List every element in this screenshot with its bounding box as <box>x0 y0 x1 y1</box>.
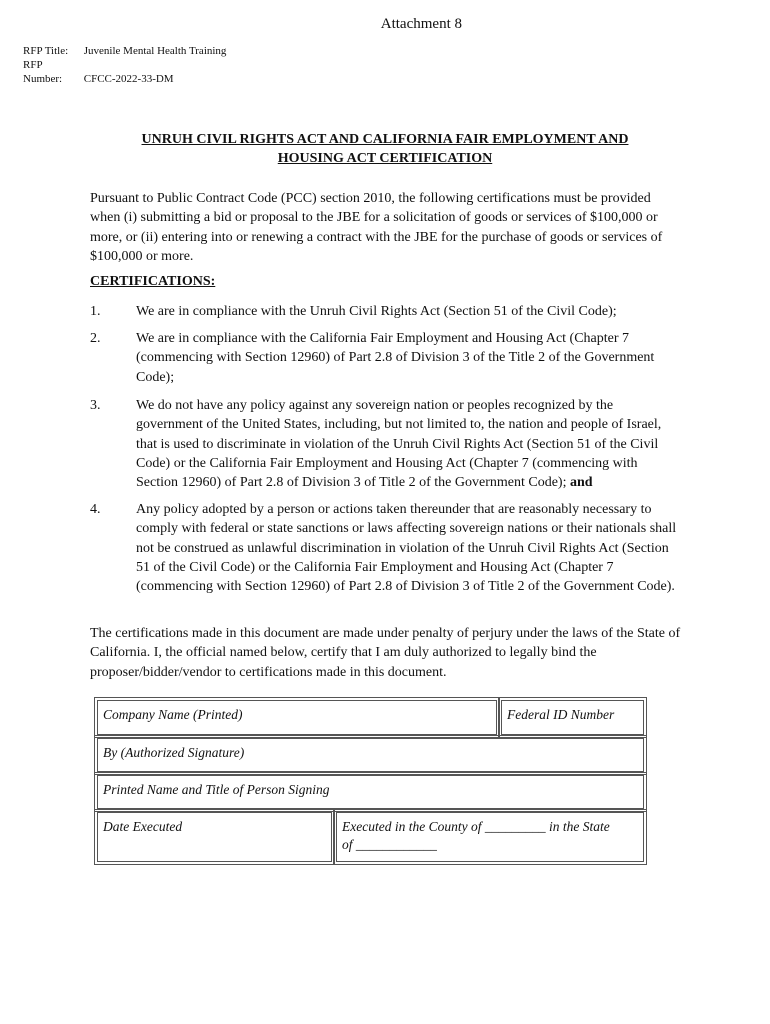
item-text: We are in compliance with the California Fair Employment and Housing Act (Chapter 7 (commencing with Section 12960) of Part 2.8 of Division 3 of the Title 2 of the Government Code); <box>136 331 655 385</box>
county-label-line-1: Executed in the County of _________ in the State <box>342 819 610 834</box>
item-text: We do not have any policy against any sovereign nation or peoples recognized by the government of the United States, including, but not limited to, the nation and people of Israel, that is used to discriminate in violation of the Unruh Civil Rights Act (Section 51 of the Civil Code) or the California Fair Employment and Housing Act (Chapter 7 (commencing with Section 12960) of Part 2.8 of Division 3 of Title 2 of the Government Code); <box>136 398 662 491</box>
rfp-number-line <box>23 58 174 86</box>
authorized-signature-field[interactable] <box>97 738 644 772</box>
intro-paragraph: Pursuant to Public Contract Code (PCC) section 2010, the following certifications must be provided when (i) submitting a bid or proposal to the JBE for a solicitation of goods or services of $100,000 or more, or (ii) entering into or renewing a contract with the JBE for the purchase of goods or services of $100,000 or more. <box>90 191 663 264</box>
item-text-container <box>136 396 682 492</box>
item-number: 4. <box>90 502 101 517</box>
rfp-title-value: Juvenile Mental Health Training <box>83 45 227 57</box>
item-number: 1. <box>90 304 101 319</box>
county-label-line-2: of ____________ <box>342 837 437 852</box>
date-executed-label: Date Executed <box>103 819 183 834</box>
item-text: We are in compliance with the Unruh Civil Rights Act (Section 51 of the Civil Code); <box>136 304 617 319</box>
county-state-field[interactable] <box>336 812 644 862</box>
item-suffix: and <box>569 475 593 491</box>
certifications-heading: CERTIFICATIONS: <box>90 274 216 289</box>
closing-paragraph: The certifications made in this document are made under penalty of perjury under the laws of the State of California. I, the official named below, certify that I am duly authorized to legally bind the proposer/bidder/vendor to certifications made in this document. <box>90 626 681 680</box>
rfp-number-label: RFP Number: <box>23 59 63 85</box>
printed-name-label: Printed Name and Title of Person Signing <box>103 782 330 797</box>
date-executed-field[interactable] <box>97 812 332 862</box>
rfp-number-value: CFCC-2022-33-DM <box>83 73 174 85</box>
company-name-field[interactable] <box>97 700 497 735</box>
rfp-title-line <box>23 44 226 58</box>
attachment-label: Attachment 8 <box>380 16 462 32</box>
signature-form <box>94 697 647 867</box>
signature-label: By (Authorized Signature) <box>103 745 245 760</box>
federal-id-field[interactable] <box>501 700 644 735</box>
item-number: 3. <box>90 398 101 413</box>
item-number: 2. <box>90 331 101 346</box>
company-name-label: Company Name (Printed) <box>103 707 243 722</box>
printed-name-title-field[interactable] <box>97 775 644 809</box>
document-title <box>90 130 680 168</box>
rfp-title-label: RFP Title: <box>23 45 69 57</box>
federal-id-label: Federal ID Number <box>507 707 615 722</box>
title-line-2: HOUSING ACT CERTIFICATION <box>277 151 493 166</box>
title-line-1: UNRUH CIVIL RIGHTS ACT AND CALIFORNIA FAIR EMPLOYMENT AND <box>141 132 629 147</box>
item-text: Any policy adopted by a person or actions taken thereunder that are reasonably necessary to comply with federal or state sanctions or laws affecting sovereign nations or their nationals shall not be construed as unlawful discrimination in violation of the Unruh Civil Rights Act (Section 51 of the Civil Code) or the California Fair Employment and Housing Act (Chapter 7 (commencing with Section 12960) of Part 2.8 of Division 3 of Title 2 of the Government Code). <box>136 502 677 595</box>
